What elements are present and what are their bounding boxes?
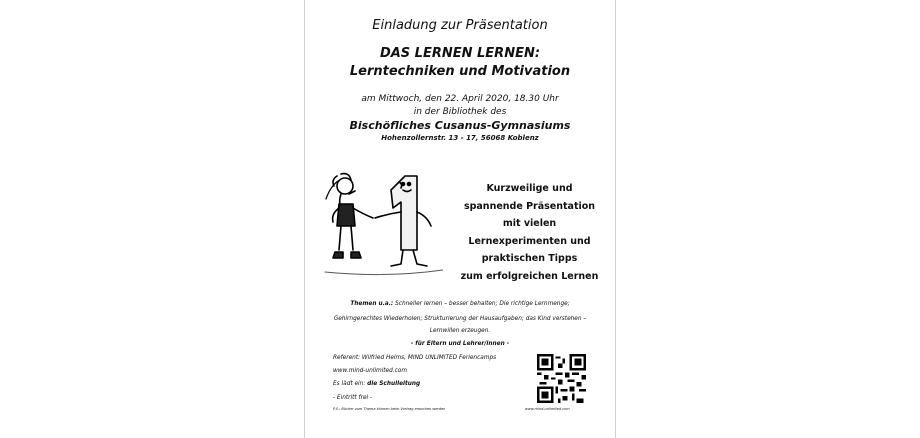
- admission-line: - Eintritt frei -: [333, 395, 373, 401]
- invitation-flyer: [304, 0, 616, 438]
- topics-text: Schneller lernen – besser behalten; Die richtige Lernmenge;: [395, 301, 570, 307]
- promo-text: [442, 180, 617, 285]
- school-address: Hohenzollernstr. 13 - 17, 56068 Koblenz: [381, 134, 539, 142]
- topics-line-3: Lernwillen erzeugen.: [429, 328, 491, 334]
- audience-line: - für Eltern und Lehrer/innen -: [410, 341, 510, 347]
- promo-line: Kurzweilige und: [486, 183, 573, 194]
- promo-line: mit vielen: [502, 218, 557, 229]
- qr-code-icon: [537, 354, 586, 403]
- promo-line: Lernexperimenten und: [468, 235, 591, 247]
- website-link[interactable]: www.mind-unlimited.com: [333, 368, 407, 374]
- promo-line: spannende Präsentation: [463, 200, 596, 212]
- flyer-heading: Einladung zur Präsentation: [372, 18, 548, 33]
- promo-line: praktischen Tipps: [481, 253, 578, 264]
- referent-name: Wilfried Helms, MIND UNLIMITED Feriencamps: [361, 355, 497, 361]
- qr-caption: www.mind-unlimited.com: [525, 407, 570, 411]
- topics-line-1: [305, 301, 615, 307]
- school-name: Bischöfliches Cusanus-Gymnasiums: [349, 119, 571, 132]
- promo-line: zum erfolgreichen Lernen: [460, 270, 599, 282]
- girl-shaking-hands-with-number-one-icon: [319, 168, 443, 280]
- ps-note: P.S.: Bücher zum Thema können beim Vortrag erworben werden: [333, 407, 446, 411]
- flyer-subtitle: Lerntechniken und Motivation: [349, 64, 571, 79]
- event-date: am Mittwoch, den 22. April 2020, 18.30 Uhr: [361, 94, 559, 104]
- referent-label: Referent:: [333, 355, 361, 361]
- invite-host: die Schulleitung: [367, 381, 421, 387]
- invite-line: [333, 381, 420, 387]
- flyer-title: DAS LERNEN LERNEN:: [379, 46, 541, 61]
- topics-line-2: Gehirngerechtes Wiederholen; Strukturierung der Hausaufgaben; das Kind verstehen –: [333, 316, 587, 322]
- invite-prefix: Es lädt ein:: [333, 381, 366, 387]
- referent-line: [333, 355, 496, 361]
- topics-label: Themen u.a.:: [350, 301, 394, 307]
- location-intro: in der Bibliothek des: [413, 107, 507, 117]
